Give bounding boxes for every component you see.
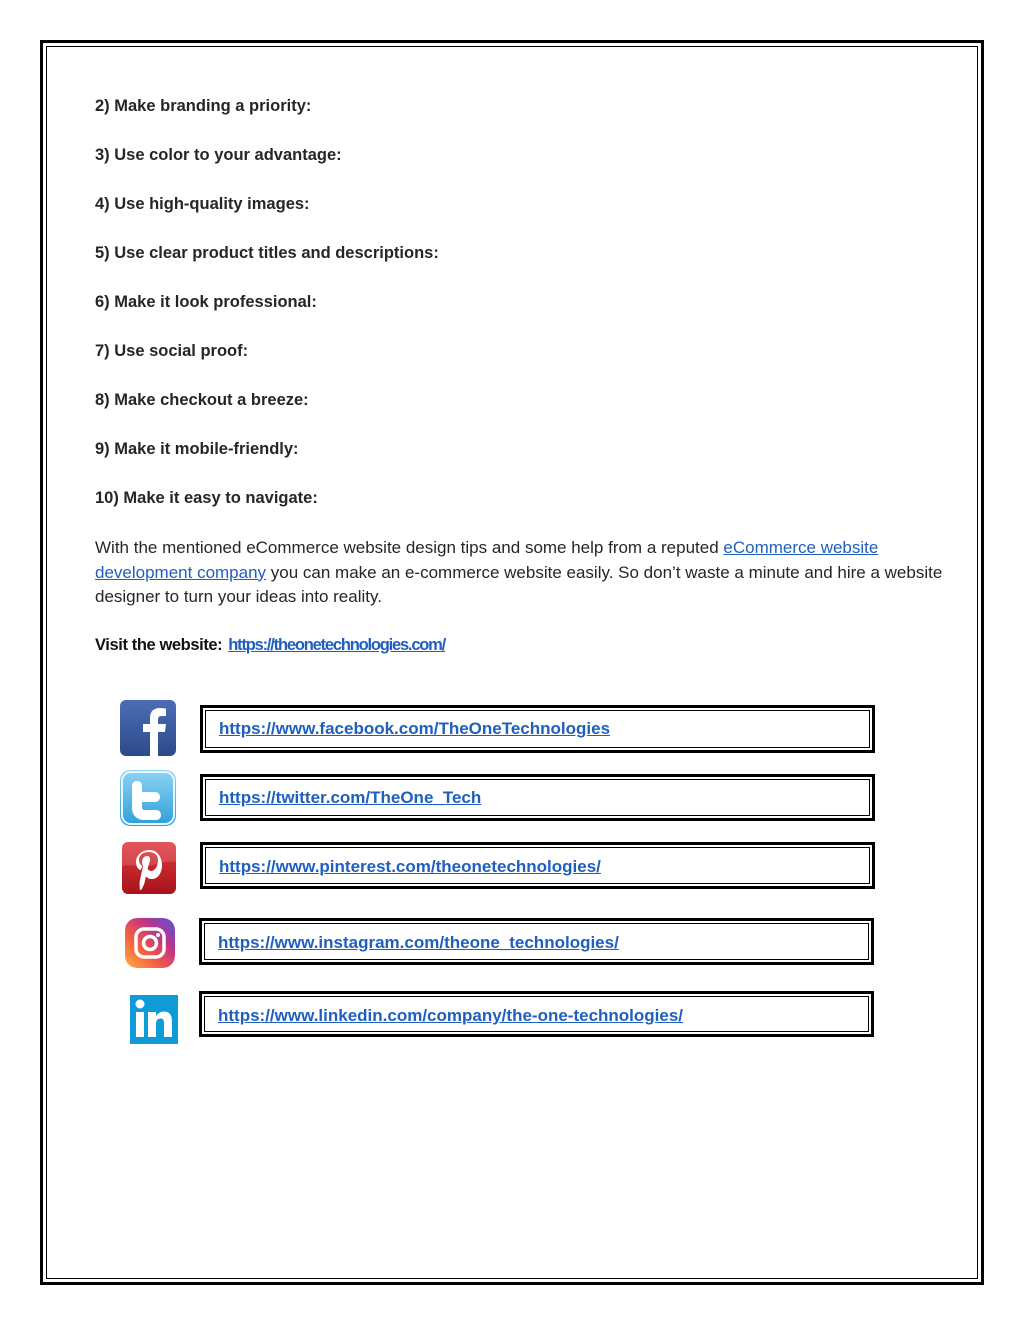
heading-branding: 2) Make branding a priority:	[95, 97, 312, 115]
ecommerce-company-link[interactable]: eCommerce website development company	[95, 538, 879, 582]
linkedin-icon[interactable]	[130, 995, 178, 1044]
website-link[interactable]: https://theonetechnologies.com/	[228, 636, 446, 654]
pinterest-link-box	[200, 842, 875, 889]
twitter-link-box	[200, 774, 875, 821]
paragraph-text-after: you can make an e-commerce website easily. So don’t waste a minute and hire a website designer to turn your ideas into reality.	[95, 562, 943, 606]
visit-label: Visit the website:	[95, 636, 223, 654]
heading-navigate: 10) Make it easy to navigate:	[95, 489, 318, 507]
pinterest-icon[interactable]	[122, 842, 176, 894]
instagram-icon[interactable]	[125, 918, 175, 968]
heading-professional: 6) Make it look professional:	[95, 293, 317, 311]
heading-social-proof: 7) Use social proof:	[95, 342, 249, 360]
heading-checkout: 8) Make checkout a breeze:	[95, 391, 309, 409]
pinterest-link[interactable]: https://www.pinterest.com/theonetechnologies/	[219, 857, 601, 876]
closing-paragraph	[95, 536, 945, 610]
facebook-link[interactable]: https://www.facebook.com/TheOneTechnologies	[219, 719, 611, 738]
facebook-link-box	[200, 705, 875, 753]
heading-images: 4) Use high-quality images:	[95, 195, 310, 213]
heading-mobile: 9) Make it mobile-friendly:	[95, 440, 299, 458]
visit-website-line	[95, 636, 445, 655]
twitter-icon[interactable]	[120, 770, 176, 826]
instagram-link[interactable]: https://www.instagram.com/theone_technologies/	[218, 933, 619, 952]
twitter-link[interactable]: https://twitter.com/TheOne_Tech	[219, 788, 482, 807]
instagram-link-box	[199, 918, 874, 965]
heading-product-titles: 5) Use clear product titles and descriptions:	[95, 244, 439, 262]
linkedin-link-box	[199, 991, 874, 1037]
paragraph-text-before: With the mentioned eCommerce website design tips and some help from a reputed	[95, 538, 724, 557]
heading-color: 3) Use color to your advantage:	[95, 146, 342, 164]
linkedin-link[interactable]: https://www.linkedin.com/company/the-one-technologies/	[218, 1006, 684, 1025]
facebook-icon[interactable]	[120, 700, 176, 756]
page-border-inner	[46, 46, 978, 1279]
